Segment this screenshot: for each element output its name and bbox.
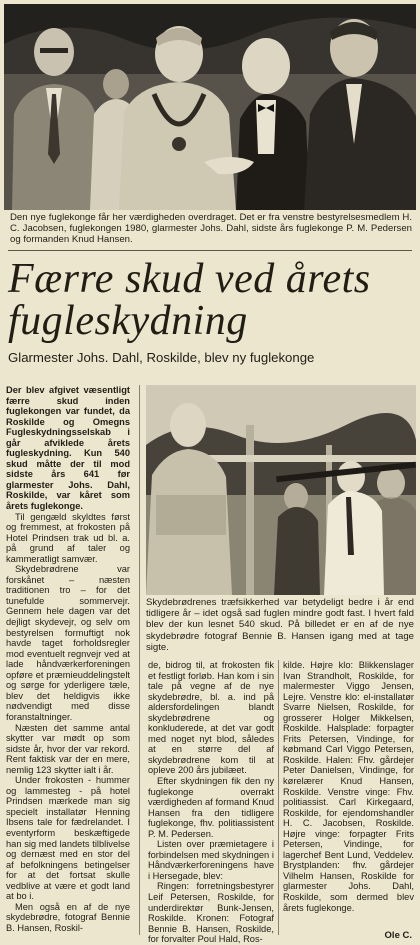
middle-photo-caption: Skydebrødrenes træfsikkerhed var betydeligt bedre i år end tidligere år – idet også sad fuglen mindre godt fast. I hvert fald blev der kun lesnet 540 skud. På billedet er en af de nye skydebrødre fotograf Bennie B. Hansen igang med at tage sigte. bbox=[146, 597, 414, 653]
article-column-3 bbox=[283, 660, 414, 913]
byline: Ole C. bbox=[384, 930, 412, 941]
top-photo-caption: Den nye fuglekonge får her værdigheden overdraget. Det er fra venstre bestyrelsesmedlem H. C. Jacobsen, fuglekongen 1980, glarmester Johs. Dahl, sidste års fuglekonge P. M. Pedersen og formanden Knud Hansen. bbox=[10, 212, 412, 246]
article-column-1 bbox=[6, 385, 130, 933]
top-photo bbox=[4, 4, 416, 210]
divider bbox=[8, 250, 412, 251]
body-paragraph: Efter skydningen fik den ny fuglekonge overrakt værdigheden af formand Knud Hansen fra den tidligere fuglekonge, fhv. politiassistent P. M. Pedersen. bbox=[148, 776, 274, 839]
body-paragraph: Næsten det samme antal skytter var mødt op som sidste år, hvor der var rekord. Rent faktisk var der en mere, nemlig 123 skytter ialt i år. bbox=[6, 722, 130, 775]
body-paragraph: Ringen: forretningsbestyrer Leif Petersen, Roskilde, for underdirektør Bunk-Jensen, Roskilde. Kronen: Fotograf Bennie B. Hansen, Roskilde, for forvalter Poul Hald, Ros- bbox=[148, 881, 274, 945]
subheadline: Glarmester Johs. Dahl, Roskilde, blev ny fuglekonge bbox=[8, 350, 315, 365]
body-paragraph: kilde. Højre klo: Blikkenslager Ivan Strandholt, Roskilde, for malermester Viggo Jensen, Lejre. Venstre klo: el-installatør Svarre Nielsen, Roskilde, for grosserer Holger Mikkelsen, Roskilde. Halsplade: forpagter Frits Petersen, Vindinge, for købmand Carl Viggo Petersen, Roskilde. Halen: Fhv. gårdejer Peter Danielsen, Vindinge, for kørelærer Knud Hansen, Roskilde. Venstre vinge: Fhv. politiassist. Carl Kirkegaard, Roskilde, for ejendomshandler H. C. Jacobsen, Roskilde. Højre vinge: forpagter Frits Petersen, Vindinge, for lagerchef Bent Lund, Veddelev. Brystplanden: fhv. gårdejer Vilhelm Hansen, Roskilde for glarmester Johs. Dahl, Roskilde, som dermed blev årets fuglekonge. bbox=[283, 660, 414, 913]
body-paragraph: Til gengæld skyldtes først og fremmest, at frokosten på Hotel Prindsen trak ud bl. a. på grund af taler og kammeratligt samvær. bbox=[6, 511, 130, 564]
lead-paragraph: Der blev afgivet væsentligt færre skud inden fuglekongen var fundet, da Roskilde og Omegns Fugleskydningsselskab i går afviklede årets fugleskydning. Kun 540 skud måtte der til mod sidste års 641 før glarmester Johs. Dahl, Roskilde, var kåret som årets fuglekonge. bbox=[6, 385, 130, 512]
body-paragraph: de, bidrog til, at frokosten fik et festligt forløb. Han kom i sin tale på vegne af de nye skydebrødre, bl. a. ind på aldersfordelingen blandt skydebrødrene og konkluderede, at det var godt med noget nyt blod, således at en større del af skydebrødrene kom til at opleve 200 års jubilæet. bbox=[148, 660, 274, 776]
headline: Færre skud ved årets fugleskydning bbox=[8, 256, 371, 344]
body-paragraph: Men også en af de nye skydebrødre, fotograf Bennie B. Hansen, Roskil- bbox=[6, 901, 130, 933]
article-column-2 bbox=[148, 660, 274, 945]
body-paragraph: Under frokosten - hummer og lammesteg - på hotel Prindsen mærkede man sig specielt installatør Henning Ibsens tale for fædrelandet. I eventyrform beskæftigede han sig med landets tilblivelse og dernæst med en stor del af befolkningens betingelser for at det fortsat skulle vedblive at være et godt land at bo i. bbox=[6, 775, 130, 902]
handshake-photo-illustration bbox=[4, 4, 416, 210]
middle-photo bbox=[146, 385, 416, 595]
body-paragraph: Listen over præmietagere i forbindelsen med skydningen i Håndværkerforeningens have i Hersegade, blev: bbox=[148, 839, 274, 881]
column-divider bbox=[278, 660, 279, 935]
marksman-photo-illustration bbox=[146, 385, 416, 595]
column-divider bbox=[139, 385, 140, 935]
body-paragraph: Skydebrødrene var forskånet – næsten traditionen tro – for det tunefulde sommervejr. Gennem hele dagen var det dejligt skydevejr, og selv om bestyrelsen formuftigt nok havde taget forholdsregler mod eventuelt regnvejr ved at lade håndværkerforeningen opføre et præmieuddelingstelt og sørge for yderligere tæle, blev det heldigvis ikke nødvendigt med disse foranstaltninger. bbox=[6, 564, 130, 722]
